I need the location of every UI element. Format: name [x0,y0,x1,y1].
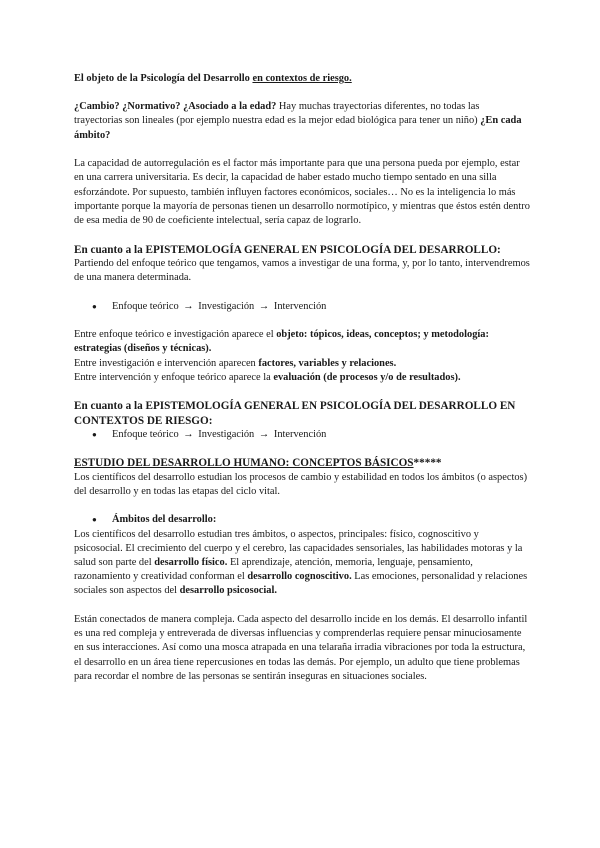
ambito-cognoscitivo: desarrollo cognoscitivo. [247,571,352,583]
bullet-icon: ● [92,301,97,311]
bullet-icon: ● [92,429,97,439]
arrow-right-icon: → [258,300,270,312]
relation-bold: objeto: tópicos, ideas, conceptos; y metodología: estrategias (diseños y técnicas). [74,329,489,355]
ambitos-text: Las emociones, personalidad y relaciones sociales son aspectos del [74,571,528,597]
paragraph-autorregulacion: La capacidad de autorregulación es el factor más importante para que una persona pueda por ejemplo, estar en una carrera universitaria. Es decir, la capacidad de haber estado mucho tiempo sentado en una silla esforzándote. Por supuesto, también influyen factores económicos, sociales… No es la inteligencia lo más importante porque la mayoría de personas tienen un desarrollo normotípico, y mientras que éstos estén dentro de esa media de 90 de coeficiente intelectual, sería capaz de lograrlo. [74,158,530,227]
bullet-flow-1 [92,300,530,314]
bullet-flow-2 [92,428,530,442]
arrow-right-icon: → [183,300,194,312]
flow-step-intervencion: Intervención [273,300,327,312]
flow-text [112,300,326,314]
flow-step-investigacion: Investigación [198,300,255,312]
ambito-psicosocial: desarrollo psicosocial. [179,585,277,597]
question-text-2: ¿En cada ámbito? [74,115,522,141]
relation-text: Entre intervención y enfoque teórico aparece la [74,371,274,383]
document-page [74,72,530,684]
bullet-ambitos [92,513,530,527]
relation-bold: factores, variables y relaciones. [258,357,397,369]
title-main: El objeto de la Psicología del Desarrollo [74,73,253,84]
flow-text [112,428,326,442]
relation-objeto [74,328,530,356]
bullet-icon: ● [92,515,97,525]
ambito-fisico: desarrollo físico. [154,557,228,569]
relation-text: Entre enfoque teórico e investigación aparece el [74,329,277,341]
flow-step-enfoque: Enfoque teórico [112,428,179,440]
document-title [74,72,530,86]
paragraph-conexiones: Están conectados de manera compleja. Cada aspecto del desarrollo incide en los demás. El desarrollo infantil es una red compleja y entreverada de diversas influencias y comprenderlas requiere pensar minuciosamente en sus interacciones. Así como una mosca atrapada en una telaraña irradia vibraciones por toda la estructura, el desarrollo en un área tiene repercusiones en todas las demás. Por ejemplo, un adulto que tiene problemas para recordar el nombre de las personas se sentirán inseguras en situaciones sociales. [74,614,528,682]
heading-desarrollo-humano [74,456,530,470]
ambitos-text: El aprendizaje, atención, memoria, lenguaje, pensamiento, razonamiento y creatividad conforman el [74,557,473,583]
paragraph-text: Hay muchas trayectorias diferentes, no todas las trayectorias son lineales (por ejemplo nuestra edad es la mejor edad biológica para tener un niño) [74,101,481,127]
bullet-ambitos-label: Ámbitos del desarrollo: [112,514,217,526]
paragraph-cientificos: Los científicos del desarrollo estudian los procesos de cambio y estabilidad en todos los ámbitos (o aspectos) del desarrollo y en todas las etapas del ciclo vital. [74,471,528,497]
arrow-right-icon: → [258,428,270,440]
relation-text: Entre investigación e intervención aparecen [74,357,259,369]
arrow-right-icon: → [183,428,194,440]
flow-step-enfoque: Enfoque teórico [112,300,179,312]
ambitos-text: Los científicos del desarrollo estudian tres ámbitos, o aspectos, principales: físico, cognoscitivo y psicosocial. El crecimiento del cuerpo y el cerebro, las capacidades sensoriales, las habilidades motoras y la salud son parte del [74,528,523,569]
relation-factores [74,357,530,371]
title-underlined: en contextos de riesgo. [252,73,352,84]
paragraph-questions [74,100,530,143]
flow-step-intervencion: Intervención [273,428,327,440]
heading-stars: ***** [413,457,442,470]
heading-underlined: ESTUDIO DEL DESARROLLO HUMANO: CONCEPTOS BÁSICOS [74,457,414,470]
question-text: ¿Cambio? ¿Normativo? ¿Asociado a la edad? [74,101,277,113]
paragraph-ambitos [74,528,530,599]
heading-contextos-riesgo: En cuanto a la EPISTEMOLOGÍA GENERAL EN PSICOLOGÍA DEL DESARROLLO EN CONTEXTOS DE RIESGO: [74,400,516,427]
paragraph-enfoque: Partiendo del enfoque teórico que tengamos, vamos a investigar de una forma, y, por lo tanto, intervendremos de una manera determinada. [74,257,530,284]
relation-bold: evaluación (de procesos y/o de resultados). [273,371,461,383]
relation-evaluacion [74,371,530,385]
heading-epistemologia: En cuanto a la EPISTEMOLOGÍA GENERAL EN PSICOLOGÍA DEL DESARROLLO: [74,243,501,256]
flow-step-investigacion: Investigación [198,428,255,440]
